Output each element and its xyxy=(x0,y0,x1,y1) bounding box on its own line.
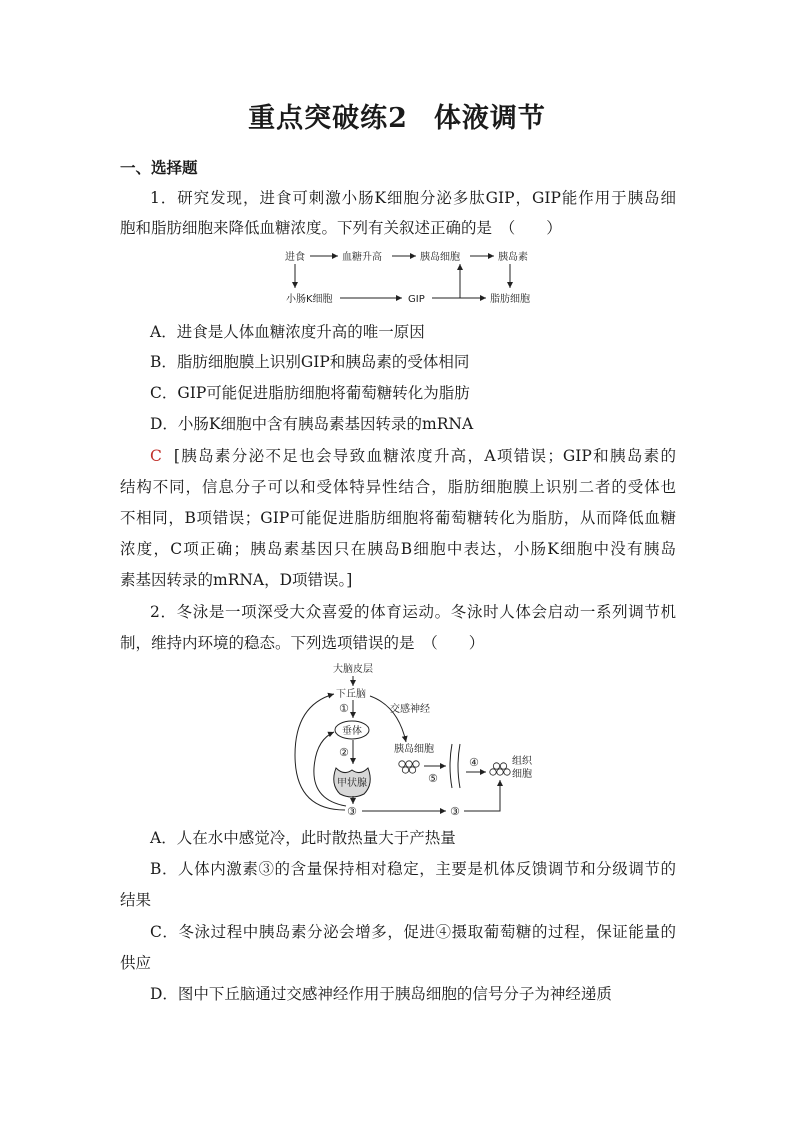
q1-answer: C xyxy=(150,447,162,465)
q2-diagram xyxy=(290,660,540,820)
q1-option-a: A．进食是人体血糖浓度升高的唯一原因 xyxy=(150,323,425,341)
q1-explanation-line5: 素基因转录的mRNA，D项错误。] xyxy=(120,571,353,589)
q2-label-3b: ③ xyxy=(450,805,460,818)
q2-label-1: ① xyxy=(339,702,349,715)
q2-label-2: ② xyxy=(339,746,349,759)
q2-tissue-cells xyxy=(490,763,510,775)
q2-stem-line1: 2．冬泳是一项深受大众喜爱的体育运动。冬泳时人体会启动一系列调节机 xyxy=(150,603,676,621)
q2-node-islet: 胰岛细胞 xyxy=(394,744,434,755)
q1-option-c: C．GIP可能促进脂肪细胞将葡萄糖转化为脂肪 xyxy=(150,384,470,402)
q1-explanation-line1: C [胰岛素分泌不足也会导致血糖浓度升高，A项错误；GIP和胰岛素的 xyxy=(150,447,676,465)
q1-explanation-line2: 结构不同，信息分子可以和受体特异性结合，脂肪细胞膜上识别二者的受体也 xyxy=(120,478,676,496)
q1-option-b: B．脂肪细胞膜上识别GIP和胰岛素的受体相同 xyxy=(150,353,470,371)
q2-arrow-3-tissue xyxy=(464,780,500,811)
q2-label-4: ④ xyxy=(469,756,479,769)
q1-explanation-line3: 不相同，B项错误；GIP可能促进脂肪细胞将葡萄糖转化为脂肪，从而降低血糖 xyxy=(120,509,676,527)
q1-node-insulin: 胰岛素 xyxy=(498,252,528,263)
q1-node-glucose-rise: 血糖升高 xyxy=(342,252,382,263)
q2-option-a: A．人在水中感觉冷，此时散热量大于产热量 xyxy=(150,829,456,847)
q2-node-cortex: 大脑皮层 xyxy=(333,664,373,675)
q2-option-b-line2: 结果 xyxy=(120,891,152,909)
q2-vessel-wall-right xyxy=(458,744,460,788)
page-title xyxy=(0,96,794,135)
q1-node-gip: GIP xyxy=(408,294,425,305)
q1-node-k-cell: 小肠K细胞 xyxy=(286,294,333,305)
q2-node-thyroid: 甲状腺 xyxy=(337,778,367,789)
q2-islet-cells xyxy=(399,761,419,773)
q1-node-islet: 胰岛细胞 xyxy=(420,252,460,263)
q2-node-tissue-2: 细胞 xyxy=(512,769,532,780)
title-sub: 体液调节 xyxy=(433,103,546,134)
q2-option-d: D．图中下丘脑通过交感神经作用于胰岛细胞的信号分子为神经递质 xyxy=(150,985,612,1003)
q2-node-pituitary: 垂体 xyxy=(342,726,362,737)
q2-option-c-line1: C．冬泳过程中胰岛素分泌会增多，促进④摄取葡萄糖的过程，保证能量的 xyxy=(150,923,676,941)
q1-arrow-gip-islet xyxy=(448,264,460,298)
q1-stem-line1: 1．研究发现，进食可刺激小肠K细胞分泌多肽GIP，GIP能作用于胰岛细 xyxy=(150,189,676,207)
title-main: 重点突破练2 xyxy=(248,103,408,134)
q2-label-5: ⑤ xyxy=(428,772,438,785)
q2-vessel-wall-left xyxy=(450,744,452,788)
q1-option-d: D．小肠K细胞中含有胰岛素基因转录的mRNA xyxy=(150,415,474,433)
q1-node-fat-cell: 脂肪细胞 xyxy=(490,294,530,305)
q1-stem-line2: 胞和脂肪细胞来降低血糖浓度。下列有关叙述正确的是 （ ） xyxy=(120,219,562,237)
section-heading: 一、选择题 xyxy=(120,158,198,177)
q1-explanation-line4: 浓度，C项正确；胰岛素基因只在胰岛B细胞中表达，小肠K细胞中没有胰岛 xyxy=(120,540,676,558)
q2-node-hypothalamus: 下丘脑 xyxy=(336,689,366,700)
q1-diagram xyxy=(280,244,550,310)
q2-label-3a: ③ xyxy=(347,805,357,818)
q2-stem-line2: 制，维持内环境的稳态。下列选项错误的是 （ ） xyxy=(120,634,485,652)
q2-node-tissue-1: 组织 xyxy=(512,756,532,767)
q2-option-c-line2: 供应 xyxy=(120,954,152,972)
q2-arrow-nerve-islet xyxy=(370,696,406,742)
q2-option-b-line1: B．人体内激素③的含量保持相对稳定，主要是机体反馈调节和分级调节的 xyxy=(150,860,676,878)
q1-node-eat: 进食 xyxy=(285,252,305,263)
q2-label-nerve: 交感神经 xyxy=(390,704,430,715)
